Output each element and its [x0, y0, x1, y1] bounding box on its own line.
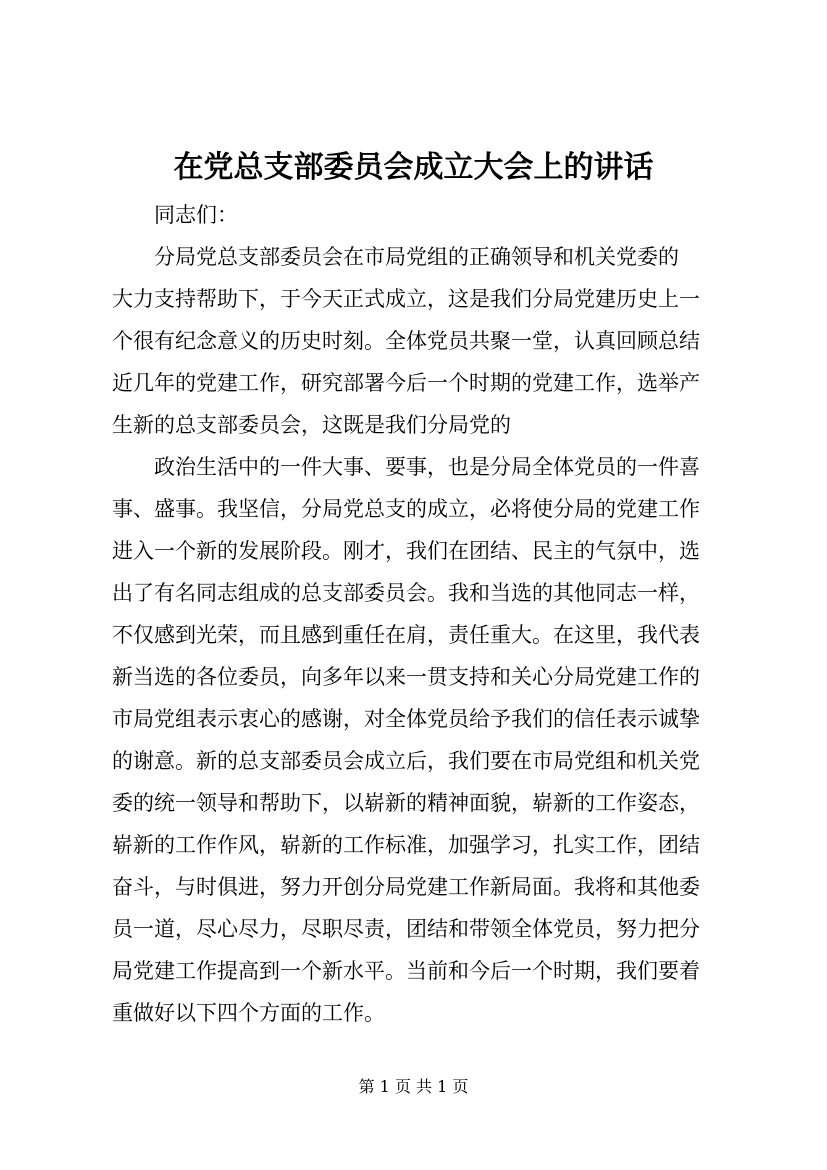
- paragraph-line: 市局党组表示衷心的感谢，对全体党员给予我们的信任表示诚挚: [112, 707, 700, 731]
- paragraph-line: 进入一个新的发展阶段。刚才，我们在团结、民主的气氛中，选: [112, 539, 700, 563]
- paragraph-1: [112, 236, 728, 446]
- paragraph-line: 的谢意。新的总支部委员会成立后，我们要在市局党组和机关党: [112, 749, 700, 773]
- paragraph-line: 出了有名同志组成的总支部委员会。我和当选的其他同志一样，: [112, 581, 700, 605]
- paragraph-line: 事、盛事。我坚信，分局党总支的成立，必将使分局的党建工作: [112, 497, 700, 521]
- document-body: [112, 194, 728, 1034]
- paragraph-line: 生新的总支部委员会，这既是我们分局党的: [112, 413, 511, 437]
- paragraph-line: 个很有纪念意义的历史时刻。全体党员共聚一堂，认真回顾总结: [112, 329, 700, 353]
- document-title: 在党总支部委员会成立大会上的讲话: [173, 150, 654, 185]
- salutation: 同志们：: [154, 203, 238, 227]
- paragraph-line: 政治生活中的一件大事、要事，也是分局全体党员的一件喜: [154, 455, 700, 479]
- paragraph-line: 局党建工作提高到一个新水平。当前和今后一个时期，我们要着: [112, 959, 700, 983]
- paragraph-line: 崭新的工作作风，崭新的工作标准，加强学习，扎实工作，团结: [112, 833, 700, 857]
- paragraph-line: 近几年的党建工作，研究部署今后一个时期的党建工作，选举产: [112, 371, 700, 395]
- paragraph-line: 不仅感到光荣，而且感到重任在肩，责任重大。在这里，我代表: [112, 623, 700, 647]
- paragraph-line: 奋斗，与时俱进，努力开创分局党建工作新局面。我将和其他委: [112, 875, 700, 899]
- paragraph-line: 大力支持帮助下，于今天正式成立，这是我们分局党建历史上一: [112, 287, 700, 311]
- paragraph-line: 委的统一领导和帮助下，以崭新的精神面貌，崭新的工作姿态，: [112, 791, 700, 815]
- paragraph-line: 分局党总支部委员会在市局党组的正确领导和机关党委的: [154, 245, 679, 269]
- paragraph-line: 新当选的各位委员，向多年以来一贯支持和关心分局党建工作的: [112, 665, 700, 689]
- paragraph-line: 重做好以下四个方面的工作。: [112, 1001, 385, 1025]
- paragraph-line: 员一道，尽心尽力，尽职尽责，团结和带领全体党员，努力把分: [112, 917, 700, 941]
- page-footer: 第 1 页 共 1 页: [358, 1077, 469, 1096]
- paragraph-2: [112, 446, 728, 1034]
